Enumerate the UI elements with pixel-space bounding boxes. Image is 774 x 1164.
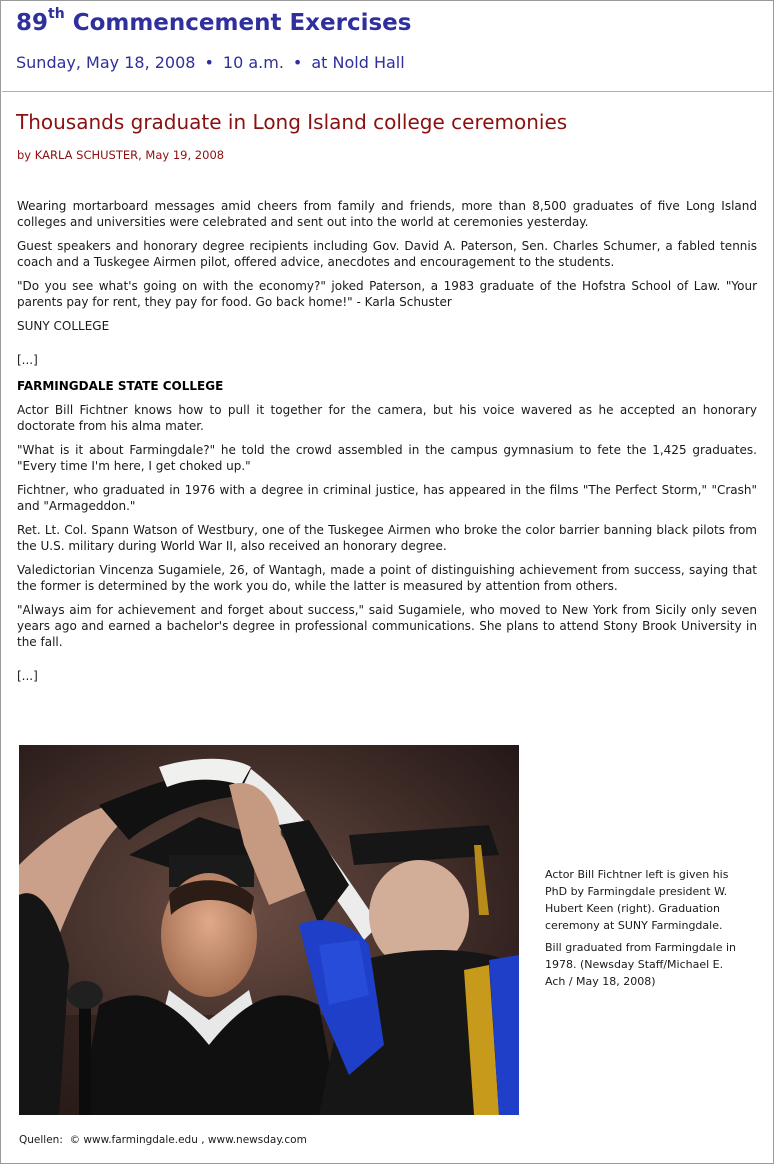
- event-venue: at Nold Hall: [311, 53, 405, 72]
- ellipsis: [...]: [17, 669, 38, 683]
- source-separator: ,: [201, 1134, 205, 1146]
- bullet-separator: •: [292, 53, 303, 72]
- paragraph: Fichtner, who graduated in 1976 with a degree in criminal justice, has appeared in the films "The Perfect Storm," "Crash" and "Armageddon.": [17, 483, 757, 513]
- source-link-farmingdale[interactable]: www.farmingdale.edu: [83, 1134, 198, 1146]
- paragraph: Actor Bill Fichtner knows how to pull it together for the camera, but his voice wavered as he accepted an honorary doctorate from his alma mater.: [17, 403, 757, 433]
- paragraph: Wearing mortarboard messages amid cheers from family and friends, more than 8,500 graduates of five Long Island colleges and universities were celebrated and sent out into the world at ceremonies yesterday.: [17, 199, 757, 229]
- article-title: Thousands graduate in Long Island college ceremonies: [16, 110, 568, 134]
- paragraph: "Always aim for achievement and forget about success," said Sugamiele, who moved to New York from Sicily only seven years ago and earned a bachelor's degree in professional communications. She plans to attend Stony Brook University in the fall.: [17, 603, 757, 649]
- ellipsis: [...]: [17, 353, 38, 367]
- source-link-newsday[interactable]: www.newsday.com: [207, 1134, 307, 1146]
- sources-label: Quellen:: [19, 1134, 63, 1146]
- header-divider: [2, 91, 772, 92]
- caption-line: Bill graduated from Farmingdale in 1978. (Newsday Staff/Michael E. Ach / May 18, 2008): [545, 941, 736, 988]
- event-date: Sunday, May 18, 2008: [16, 53, 196, 72]
- sources-footer: [19, 1134, 307, 1146]
- title-text: Commencement Exercises: [64, 10, 412, 36]
- paragraph: Guest speakers and honorary degree recipients including Gov. David A. Paterson, Sen. Charles Schumer, a fabled tennis coach and a Tuskegee Airmen pilot, offered advice, anecdotes and encouragement to the students.: [17, 239, 757, 269]
- paragraph: "What is it about Farmingdale?" he told the crowd assembled in the campus gymnasium to fete the 1,425 graduates. "Every time I'm here, I get choked up.": [17, 443, 757, 473]
- page-title: [16, 6, 412, 36]
- paragraph: "Do you see what's going on with the economy?" joked Paterson, a 1983 graduate of the Hofstra School of Law. "Your parents pay for rent, they pay for food. Go back home!" - Karla Schuster: [17, 279, 757, 309]
- event-details: [16, 53, 405, 72]
- caption-line: Actor Bill Fichtner left is given his PhD by Farmingdale president W. Hubert Keen (right). Graduation ceremony at SUNY Farmingdale.: [545, 868, 729, 932]
- paragraph: SUNY COLLEGE: [17, 319, 110, 333]
- section-heading: FARMINGDALE STATE COLLEGE: [17, 379, 224, 393]
- photo-caption: [545, 866, 745, 995]
- paragraph: Valedictorian Vincenza Sugamiele, 26, of Wantagh, made a point of distinguishing achievement from success, saying that the former is determined by the work you do, while the latter is measured by attention from others.: [17, 563, 757, 593]
- copyright-symbol: ©: [69, 1134, 81, 1146]
- event-time: 10 a.m.: [222, 53, 284, 72]
- paragraph: Ret. Lt. Col. Spann Watson of Westbury, one of the Tuskegee Airmen who broke the color barrier banning black pilots from the U.S. military during World War II, also received an honorary degree.: [17, 523, 757, 553]
- bullet-separator: •: [204, 53, 214, 72]
- ceremony-photo: [19, 745, 519, 1115]
- article-body: [17, 198, 757, 692]
- title-ordinal: 89: [16, 10, 49, 36]
- title-ordinal-suffix: th: [48, 6, 65, 23]
- article-byline: by KARLA SCHUSTER, May 19, 2008: [17, 148, 225, 162]
